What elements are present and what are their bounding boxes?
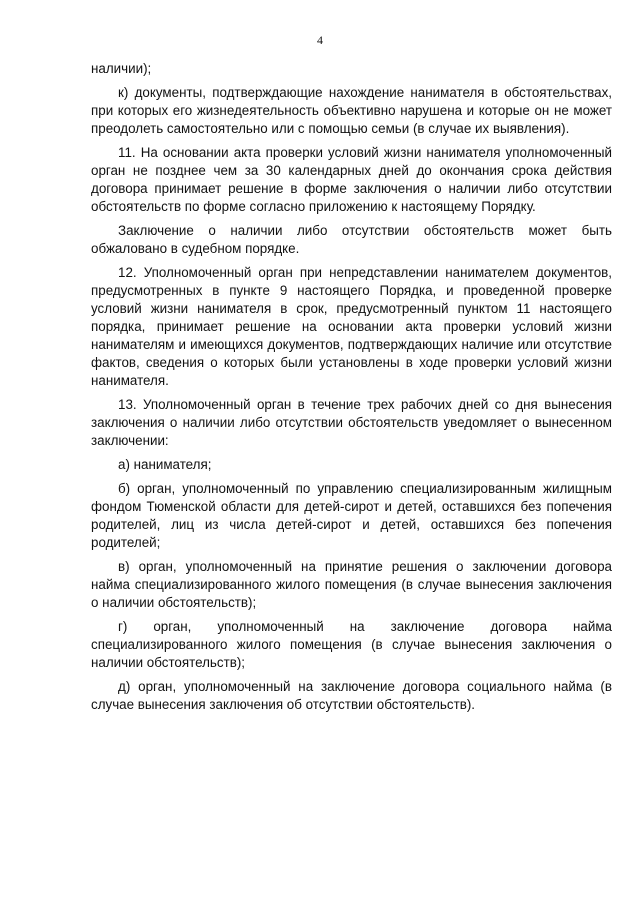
paragraph-continuation: наличии); [91, 61, 152, 76]
document-body [91, 60, 612, 720]
paragraph-item-b: б) орган, уполномоченный по управлению специализированным жилищным фондом Тюменской области для детей-сирот и детей, оставшихся без попечения родителей, лиц из числа детей-сирот и детей, оставшихся без попечения родителей; [91, 481, 612, 550]
paragraph-item-g: г) орган, уполномоченный на заключение договора найма специализированного жилого помещения (в случае вынесения заключения о наличии обстоятельств); [91, 619, 612, 670]
paragraph-item-k: к) документы, подтверждающие нахождение нанимателя в обстоятельствах, при которых его жизнедеятельность объективно нарушена и которые он не может преодолеть самостоятельно или с помощью семьи (в случае их выявления). [91, 85, 612, 136]
paragraph-clause-12: 12. Уполномоченный орган при непредставлении нанимателем документов, предусмотренных в пункте 9 настоящего Порядка, и проведенной проверке условий жизни нанимателя в срок, предусмотренный пунктом 11 настоящего порядка, принимает решение на основании акта проверки условий жизни нанимателям и имеющихся документов, подтверждающих наличие или отсутствие фактов, сведения о которых были установлены в ходе проверки условий жизни нанимателя. [91, 265, 612, 388]
paragraph-clause-13: 13. Уполномоченный орган в течение трех рабочих дней со дня вынесения заключения о наличии либо отсутствии обстоятельств уведомляет о вынесенном заключении: [91, 397, 612, 448]
paragraph-item-v: в) орган, уполномоченный на принятие решения о заключении договора найма специализированного жилого помещения (в случае вынесения заключения о наличии обстоятельств); [91, 559, 612, 610]
paragraph-appeal: Заключение о наличии либо отсутствии обстоятельств может быть обжаловано в судебном порядке. [91, 223, 612, 256]
paragraph-clause-11: 11. На основании акта проверки условий жизни нанимателя уполномоченный орган не позднее чем за 30 календарных дней до окончания срока действия договора принимает решение в форме заключения о наличии либо отсутствии обстоятельств по форме согласно приложению к настоящему Порядку. [91, 145, 612, 214]
page-number: 4 [317, 33, 323, 47]
paragraph-item-d: д) орган, уполномоченный на заключение договора социального найма (в случае вынесения заключения об отсутствии обстоятельств). [91, 679, 612, 712]
paragraph-item-a: а) нанимателя; [118, 457, 212, 472]
